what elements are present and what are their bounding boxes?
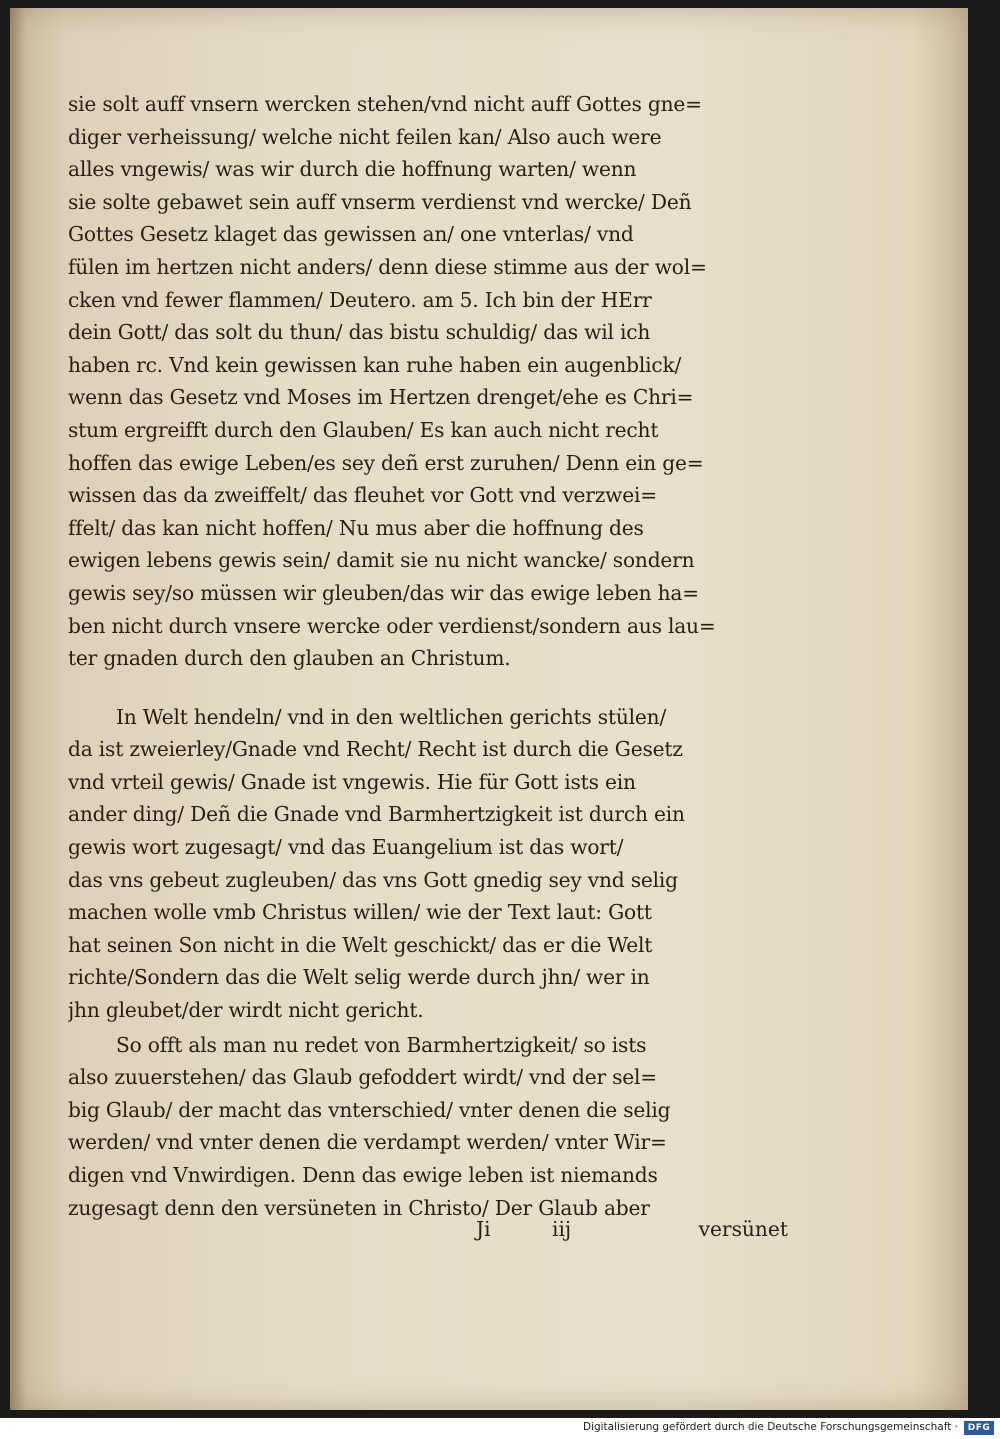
text-line: In Welt hendeln/ vnd in den weltlichen gerichts stülen/: [116, 704, 667, 729]
digitization-footer: [0, 1418, 1000, 1439]
catchword: versünet: [698, 1217, 788, 1241]
funding-notice: Digitalisierung gefördert durch die Deutsche Forschungsgemeinschaft ·: [582, 1421, 958, 1433]
page-text: [68, 88, 788, 1224]
text-line: gewis wort zugesagt/ vnd das Euangelium ist das wort/: [68, 835, 624, 860]
paragraph-1: [68, 88, 788, 675]
text-line: also zuuerstehen/ das Glaub gefoddert wirdt/ vnd der sel=: [68, 1065, 658, 1090]
text-line: Gottes Gesetz klaget das gewissen an/ one vnterlas/ vnd: [68, 222, 634, 247]
text-line: alles vngewis/ was wir durch die hoffnung warten/ wenn: [68, 157, 637, 182]
text-line: ter gnaden durch den glauben an Christum.: [68, 646, 511, 671]
page-footer-line: [68, 1212, 788, 1246]
text-line: ander ding/ Deñ die Gnade vnd Barmhertzigkeit ist durch ein: [68, 802, 685, 827]
text-line: fülen im hertzen nicht anders/ denn diese stimme aus der wol=: [68, 254, 707, 279]
text-line: hat seinen Son nicht in die Welt geschickt/ das er die Welt: [68, 932, 653, 957]
text-line: das vns gebeut zugleuben/ das vns Gott gnedig sey vnd selig: [68, 867, 678, 892]
text-line: stum ergreifft durch den Glauben/ Es kan auch nicht recht: [68, 417, 659, 442]
paragraph-3: [68, 1029, 788, 1225]
text-line: ewigen lebens gewis sein/ damit sie nu nicht wancke/ sondern: [68, 548, 695, 573]
text-line: vnd vrteil gewis/ Gnade ist vngewis. Hie für Gott ists ein: [68, 769, 636, 794]
text-line: big Glaub/ der macht das vnterschied/ vnter denen die selig: [68, 1097, 671, 1122]
page-gutter-shadow: [10, 8, 26, 1410]
signature-mark: Ji: [476, 1217, 491, 1241]
text-line: da ist zweierley/Gnade vnd Recht/ Recht ist durch die Gesetz: [68, 737, 683, 762]
text-line: werden/ vnd vnter denen die verdampt werden/ vnter Wir=: [68, 1130, 667, 1155]
text-line: richte/Sondern das die Welt selig werde durch jhn/ wer in: [68, 965, 650, 990]
text-line: cken vnd fewer flammen/ Deutero. am 5. Ich bin der HErr: [68, 287, 652, 312]
text-line: dein Gott/ das solt du thun/ das bistu schuldig/ das wil ich: [68, 320, 651, 345]
text-line: diger verheissung/ welche nicht feilen kan/ Also auch were: [68, 124, 662, 149]
paragraph-2: [68, 701, 788, 1027]
text-line: gewis sey/so müssen wir gleuben/das wir das ewige leben ha=: [68, 580, 699, 605]
text-line: hoffen das ewige Leben/es sey deñ erst zuruhen/ Denn ein ge=: [68, 450, 704, 475]
text-line: zugesagt denn den versüneten in Christo/ Der Glaub aber: [68, 1195, 650, 1220]
signature-number: iij: [552, 1217, 572, 1241]
dfg-logo-icon: DFG: [964, 1421, 994, 1435]
text-line: wissen das da zweiffelt/ das fleuhet vor Gott vnd verzwei=: [68, 483, 657, 508]
text-line: ben nicht durch vnsere wercke oder verdienst/sondern aus lau=: [68, 613, 716, 638]
text-line: sie solt auff vnsern wercken stehen/vnd nicht auff Gottes gne=: [68, 92, 702, 116]
text-line: wenn das Gesetz vnd Moses im Hertzen drenget/ehe es Chri=: [68, 385, 694, 410]
text-line: ffelt/ das kan nicht hoffen/ Nu mus aber die hoffnung des: [68, 515, 644, 540]
text-line: jhn gleubet/der wirdt nicht gericht.: [68, 998, 424, 1023]
text-line: So offt als man nu redet von Barmhertzigkeit/ so ists: [116, 1032, 647, 1057]
text-line: sie solte gebawet sein auff vnserm verdienst vnd wercke/ Deñ: [68, 189, 692, 214]
text-line: digen vnd Vnwirdigen. Denn das ewige leben ist niemands: [68, 1163, 658, 1187]
text-line: machen wolle vmb Christus willen/ wie der Text laut: Gott: [68, 900, 652, 925]
text-line: haben rc. Vnd kein gewissen kan ruhe haben ein augenblick/: [68, 352, 682, 377]
